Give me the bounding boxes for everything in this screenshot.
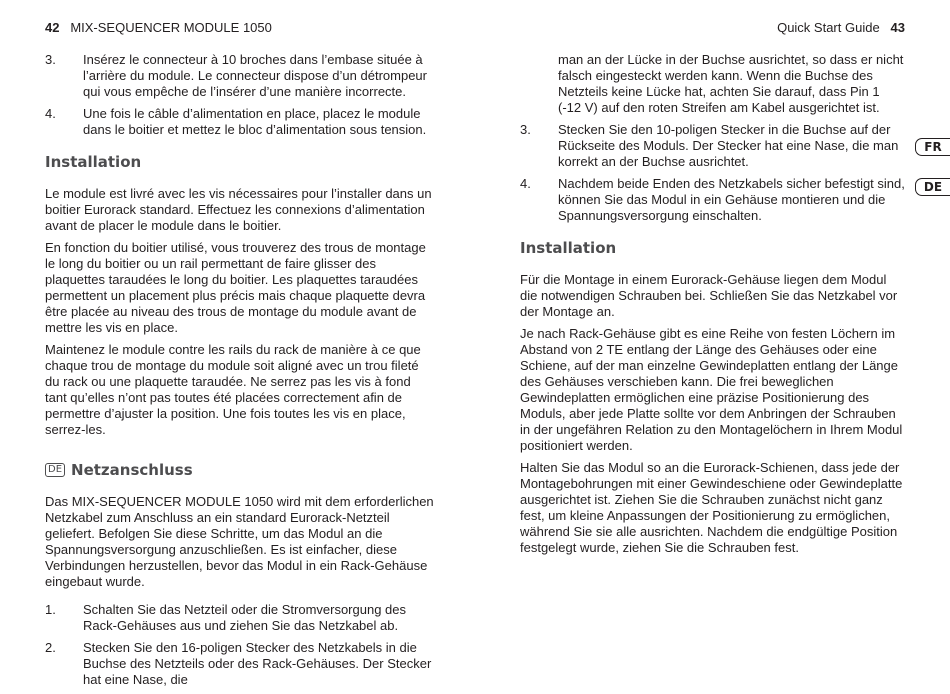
section-heading-text: Netzanschluss [71,461,193,479]
section-heading-de-netzanschluss [45,460,435,480]
left-header-title: MIX-SEQUENCER MODULE 1050 [70,20,272,35]
paragraph: Halten Sie das Modul so an die Eurorack-Schienen, dass jede der Montagebohrungen mit einer Gewindeschiene oder Gewindeplatte ausgerichtet ist. Ziehen Sie die Schrauben zunächst nicht ganz fest, um kleine Anpassungen der Positionierung zu ermöglichen, während Sie sie alle ausrichten. Nachdem die endgültige Position festgelegt wurde, ziehen Sie die Schrauben fest. [520,460,903,555]
paragraph: En fonction du boitier utilisé, vous trouverez des trous de montage le long du boitier ou un rail permettant de faire glisser des plaquettes taraudées le long du boitier. Les plaquettes taraudées permettent un placement plus précis mais chaque plaquette devra être placée au niveau des trous de montage du module avant de mettre les vis en place. [45,240,426,335]
paragraph: Le module est livré avec les vis nécessaires pour l’installer dans un boitier Eurorack standard. Effectuez les connexions d’alimentation avant de placer le module dans le boitier. [45,186,432,233]
language-badge-de: DE [45,463,65,477]
right-page-header [777,20,905,35]
list-item [45,640,435,688]
right-header-title: Quick Start Guide [777,20,880,35]
list-text: Stecken Sie den 16-poligen Stecker des Netzkabels in die Buchse des Netzteils oder des Rack-Gehäuses. Der Stecker hat eine Nase, die [83,640,432,687]
paragraph: Je nach Rack-Gehäuse gibt es eine Reihe von festen Löchern im Abstand von 2 TE entlang der Länge des Gehäuses oder eine Schiene, auf der man einzelne Gewindeplatten entlang der Länge des Gehäuses verschieben kann. Die frei beweglichen Gewindeplatten ermöglichen eine präzise Positionierung des Moduls, aber jede Platte sollte vor dem Anbringen der Schrauben in der ungefähren Relation zu den Montagelöchern in Ihrem Modul positioniert werden. [520,326,903,453]
section-heading-de-installation: Installation [520,239,617,257]
list-text: Schalten Sie das Netzteil oder die Stromversorgung des Rack-Gehäuses aus und ziehen Sie das Netzkabel ab. [83,602,407,633]
list-text: man an der Lücke in der Buchse ausrichtet, so dass er nicht falsch eingesteckt werden kann. Wenn die Buchse des Netzteils keine Lücke hat, achten Sie darauf, dass Pin 1 (-12 V) auf den roten Streifen am Kabel ausgerichtet ist. [558,52,904,115]
paragraph: Das MIX-SEQUENCER MODULE 1050 wird mit dem erforderlichen Netzkabel zum Anschluss an ein standard Eurorack-Netzteil geliefert. Befolgen Sie diese Schritte, um das Modul an die Spannungsversorgung anzuschließen. Es ist einfacher, diese Verbindungen herzustellen, bevor das Modul in ein Rack-Gehäuse eingebaut wurde. [45,494,434,589]
language-tab-de[interactable]: DE [915,178,950,196]
list-text: Une fois le câble d’alimentation en place, placez le module dans le boitier et mettez le bloc d’alimentation sous tension. [83,106,427,137]
list-text: Stecken Sie den 10-poligen Stecker in die Buchse auf der Rückseite des Moduls. Der Stecker hat eine Nase, die man korrekt an der Buchse ausrichtet. [558,122,899,169]
list-item-continuation [520,52,905,116]
list-number: 4. [520,176,531,191]
list-number: 4. [45,106,56,121]
paragraph: Maintenez le module contre les rails du rack de manière à ce que chaque trou de montage du module soit aligné avec un trou fileté du rack ou une plaquette taraudée. Ne serrez pas les vis à fond tant qu’elles n’ont pas toutes été placées correctement afin de permettre d’ajuster la position. Une fois toutes les vis en place, serrez-les. [45,342,421,437]
paragraph: Für die Montage in einem Eurorack-Gehäuse liegen dem Modul die notwendigen Schrauben bei. Schließen Sie das Netzkabel vor der Montage an. [520,272,898,319]
left-page-number: 42 [45,20,60,35]
list-item [45,602,435,634]
left-column [45,52,435,694]
list-number: 2. [45,640,56,655]
list-text: Insérez le connecteur à 10 broches dans l’embase située à l’arrière du module. Le connecteur dispose d’un détrompeur qui vous empêche de l’insérer d’une manière incorrecte. [83,52,427,99]
list-item [520,176,905,224]
list-item [45,52,435,100]
left-page-header [45,20,272,35]
list-item [520,122,905,170]
right-page-number: 43 [890,20,905,35]
list-text: Nachdem beide Enden des Netzkabels sicher befestigt sind, können Sie das Modul in ein Gehäuse montieren und die Spannungsversorgung einschalten. [558,176,905,223]
list-number: 1. [45,602,56,617]
list-item [45,106,435,138]
list-number: 3. [520,122,531,137]
section-heading-fr-installation: Installation [45,153,142,171]
right-column [520,52,905,562]
language-tab-fr[interactable]: FR [915,138,950,156]
list-number: 3. [45,52,56,67]
